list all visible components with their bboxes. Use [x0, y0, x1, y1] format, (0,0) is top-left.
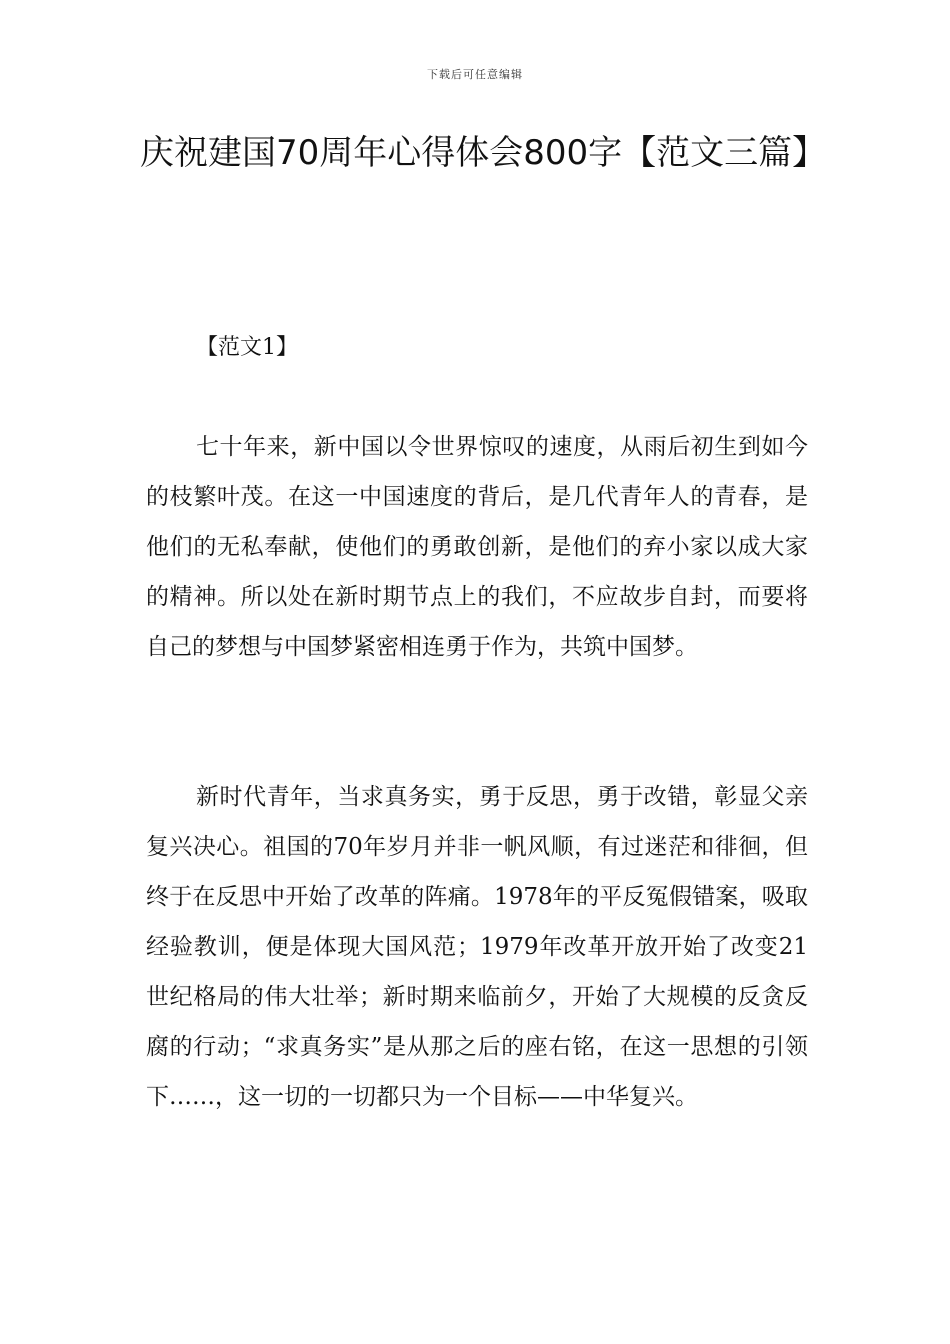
body-paragraph-2: 新时代青年，当求真务实，勇于反思，勇于改错，彰显父亲复兴决心。祖国的70年岁月并非一帆风顺，有过迷茫和徘徊，但终于在反思中开始了改革的阵痛。1978年的平反冤假错案，吸取经验教训，便是体现大国风范；1979年改革开放开始了改变21世纪格局的伟大壮举；新时期来临前夕，开始了大规模的反贪反腐的行动；“求真务实”是从那之后的座右铭，在这一思想的引领下……，这一切的一切都只为一个目标——中华复兴。 — [146, 784, 808, 1110]
document-title: 庆祝建国70周年心得体会800字【范文三篇】 — [140, 133, 827, 173]
body-paragraph-1: 七十年来，新中国以令世界惊叹的速度，从雨后初生到如今的枝繁叶茂。在这一中国速度的背后，是几代青年人的青春，是他们的无私奉献，使他们的勇敢创新，是他们的弃小家以成大家的精神。所以处在新时期节点上的我们，不应故步自封，而要将自己的梦想与中国梦紧密相连勇于作为，共筑中国梦。 — [146, 434, 808, 660]
page-header-note: 下载后可任意编辑 — [427, 68, 523, 81]
section-label: 【范文1】 — [196, 335, 298, 360]
